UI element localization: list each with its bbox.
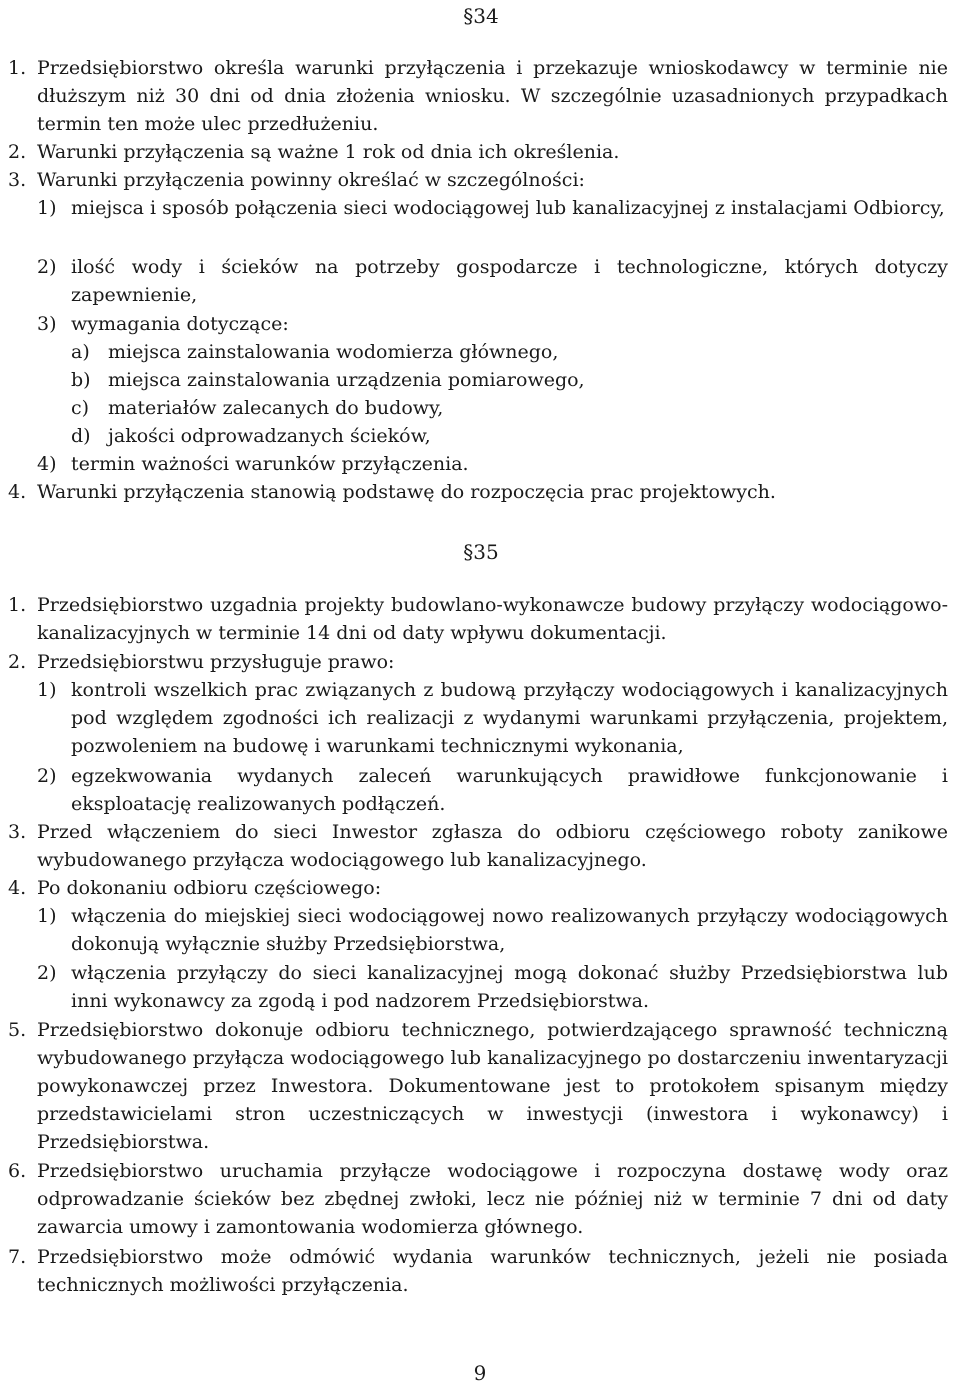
paragraph-34-2 <box>8 138 948 166</box>
list-item-35-2-1 <box>37 676 948 760</box>
item-text: Warunki przyłączenia powinny określać w szczególności: <box>37 169 585 191</box>
item-number: 3) <box>37 313 57 335</box>
item-number: 2) <box>37 765 57 787</box>
paragraph-34-1 <box>8 54 948 138</box>
list-item-35-4-1 <box>37 902 948 958</box>
paragraph-35-7 <box>8 1243 948 1299</box>
list-item-35-2-2 <box>37 762 948 818</box>
item-number: 3. <box>8 169 27 191</box>
item-text: miejsca zainstalowania wodomierza głównego, <box>108 341 559 363</box>
list-item-34-3-4 <box>37 450 948 478</box>
page-number: 9 <box>473 1361 487 1385</box>
item-text: materiałów zalecanych do budowy, <box>108 397 444 419</box>
item-text: Przedsiębiorstwo uruchamia przyłącze wodociągowe i rozpoczyna dostawę wody oraz odprowadzanie ścieków bez zbędnej zwłoki, lecz nie później niż w terminie 7 dni od daty zawarcia umowy i zamontowania wodomierza głównego. <box>37 1160 948 1238</box>
paragraph-35-4 <box>8 874 948 902</box>
paragraph-35-5 <box>8 1016 948 1156</box>
section-heading-35: §35 <box>463 540 499 564</box>
list-item-34-3-3-c <box>71 394 931 422</box>
paragraph-35-1 <box>8 591 948 647</box>
item-number: 1. <box>8 594 27 616</box>
item-number: 4. <box>8 481 27 503</box>
item-letter: b) <box>71 369 91 391</box>
list-item-34-3-3-b <box>71 366 931 394</box>
item-number: 4. <box>8 877 27 899</box>
item-text: włączenia do miejskiej sieci wodociągowej nowo realizowanych przyłączy wodociągowych dokonują wyłącznie służby Przedsiębiorstwa, <box>71 905 948 955</box>
item-number: 1) <box>37 679 57 701</box>
item-number: 1. <box>8 57 27 79</box>
item-text: kontroli wszelkich prac związanych z budową przyłączy wodociągowych i kanalizacyjnych pod względem zgodności ich realizacji z wydanymi warunkami przyłączenia, projektem, pozwoleniem na budowę i warunkami technicznymi wykonania, <box>71 679 948 757</box>
item-text: termin ważności warunków przyłączenia. <box>71 453 469 475</box>
item-number: 2) <box>37 962 57 984</box>
item-number: 1) <box>37 905 57 927</box>
item-number: 6. <box>8 1160 27 1182</box>
paragraph-34-4 <box>8 478 948 506</box>
item-number: 1) <box>37 197 57 219</box>
item-text: Po dokonaniu odbioru częściowego: <box>37 877 382 899</box>
item-text: Warunki przyłączenia stanowią podstawę do rozpoczęcia prac projektowych. <box>37 481 776 503</box>
paragraph-35-2 <box>8 648 948 676</box>
item-text: włączenia przyłączy do sieci kanalizacyjnej mogą dokonać służby Przedsiębiorstwa lub inni wykonawcy za zgodą i pod nadzorem Przedsiębiorstwa. <box>71 962 948 1012</box>
paragraph-35-3 <box>8 818 948 874</box>
item-text: Przedsiębiorstwu przysługuje prawo: <box>37 651 395 673</box>
item-number: 2. <box>8 651 27 673</box>
item-text: miejsca i sposób połączenia sieci wodociągowej lub kanalizacyjnej z instalacjami Odbiorcy, <box>71 197 945 219</box>
item-number: 2) <box>37 256 57 278</box>
item-text: Przedsiębiorstwo może odmówić wydania warunków technicznych, jeżeli nie posiada technicznych możliwości przyłączenia. <box>37 1246 948 1296</box>
item-text: jakości odprowadzanych ścieków, <box>108 425 431 447</box>
list-item-34-3-3 <box>37 310 948 338</box>
item-number: 4) <box>37 453 57 475</box>
item-letter: c) <box>71 397 90 419</box>
item-number: 2. <box>8 141 27 163</box>
item-text: wymagania dotyczące: <box>71 313 289 335</box>
item-text: Przedsiębiorstwo określa warunki przyłączenia i przekazuje wnioskodawcy w terminie nie dłuższym niż 30 dni od dnia złożenia wniosku. W szczególnie uzasadnionych przypadkach termin ten może ulec przedłużeniu. <box>37 57 948 135</box>
list-item-34-3-3-d <box>71 422 931 450</box>
item-text: ilość wody i ścieków na potrzeby gospodarcze i technologiczne, których dotyczy zapewnienie, <box>71 256 948 306</box>
item-text: Warunki przyłączenia są ważne 1 rok od dnia ich określenia. <box>37 141 620 163</box>
item-number: 5. <box>8 1019 27 1041</box>
list-item-35-4-2 <box>37 959 948 1015</box>
item-number: 3. <box>8 821 27 843</box>
item-text: egzekwowania wydanych zaleceń warunkujących prawidłowe funkcjonowanie i eksploatację realizowanych podłączeń. <box>71 765 948 815</box>
paragraph-34-3 <box>8 166 948 194</box>
paragraph-35-6 <box>8 1157 948 1241</box>
item-text: Przedsiębiorstwo dokonuje odbioru technicznego, potwierdzającego sprawność techniczną wybudowanego przyłącza wodociągowego lub kanalizacyjnego po dostarczeniu inwentaryzacji powykonawczej przez Inwestora. Dokumentowane jest to protokołem spisanym między przedstawicielami stron uczestniczących w inwestycji (inwestora i wykonawcy) i Przedsiębiorstwa. <box>37 1019 948 1153</box>
list-item-34-3-3-a <box>71 338 931 366</box>
item-text: miejsca zainstalowania urządzenia pomiarowego, <box>108 369 585 391</box>
section-heading-34: §34 <box>463 4 499 28</box>
item-text: Przedsiębiorstwo uzgadnia projekty budowlano-wykonawcze budowy przyłączy wodociągowo-kanalizacyjnych w terminie 14 dni od daty wpływu dokumentacji. <box>37 594 948 644</box>
item-letter: a) <box>71 341 90 363</box>
item-letter: d) <box>71 425 91 447</box>
item-number: 7. <box>8 1246 27 1268</box>
list-item-34-3-2 <box>37 253 948 309</box>
list-item-34-3-1 <box>37 194 948 222</box>
item-text: Przed włączeniem do sieci Inwestor zgłasza do odbioru częściowego roboty zanikowe wybudowanego przyłącza wodociągowego lub kanalizacyjnego. <box>37 821 948 871</box>
